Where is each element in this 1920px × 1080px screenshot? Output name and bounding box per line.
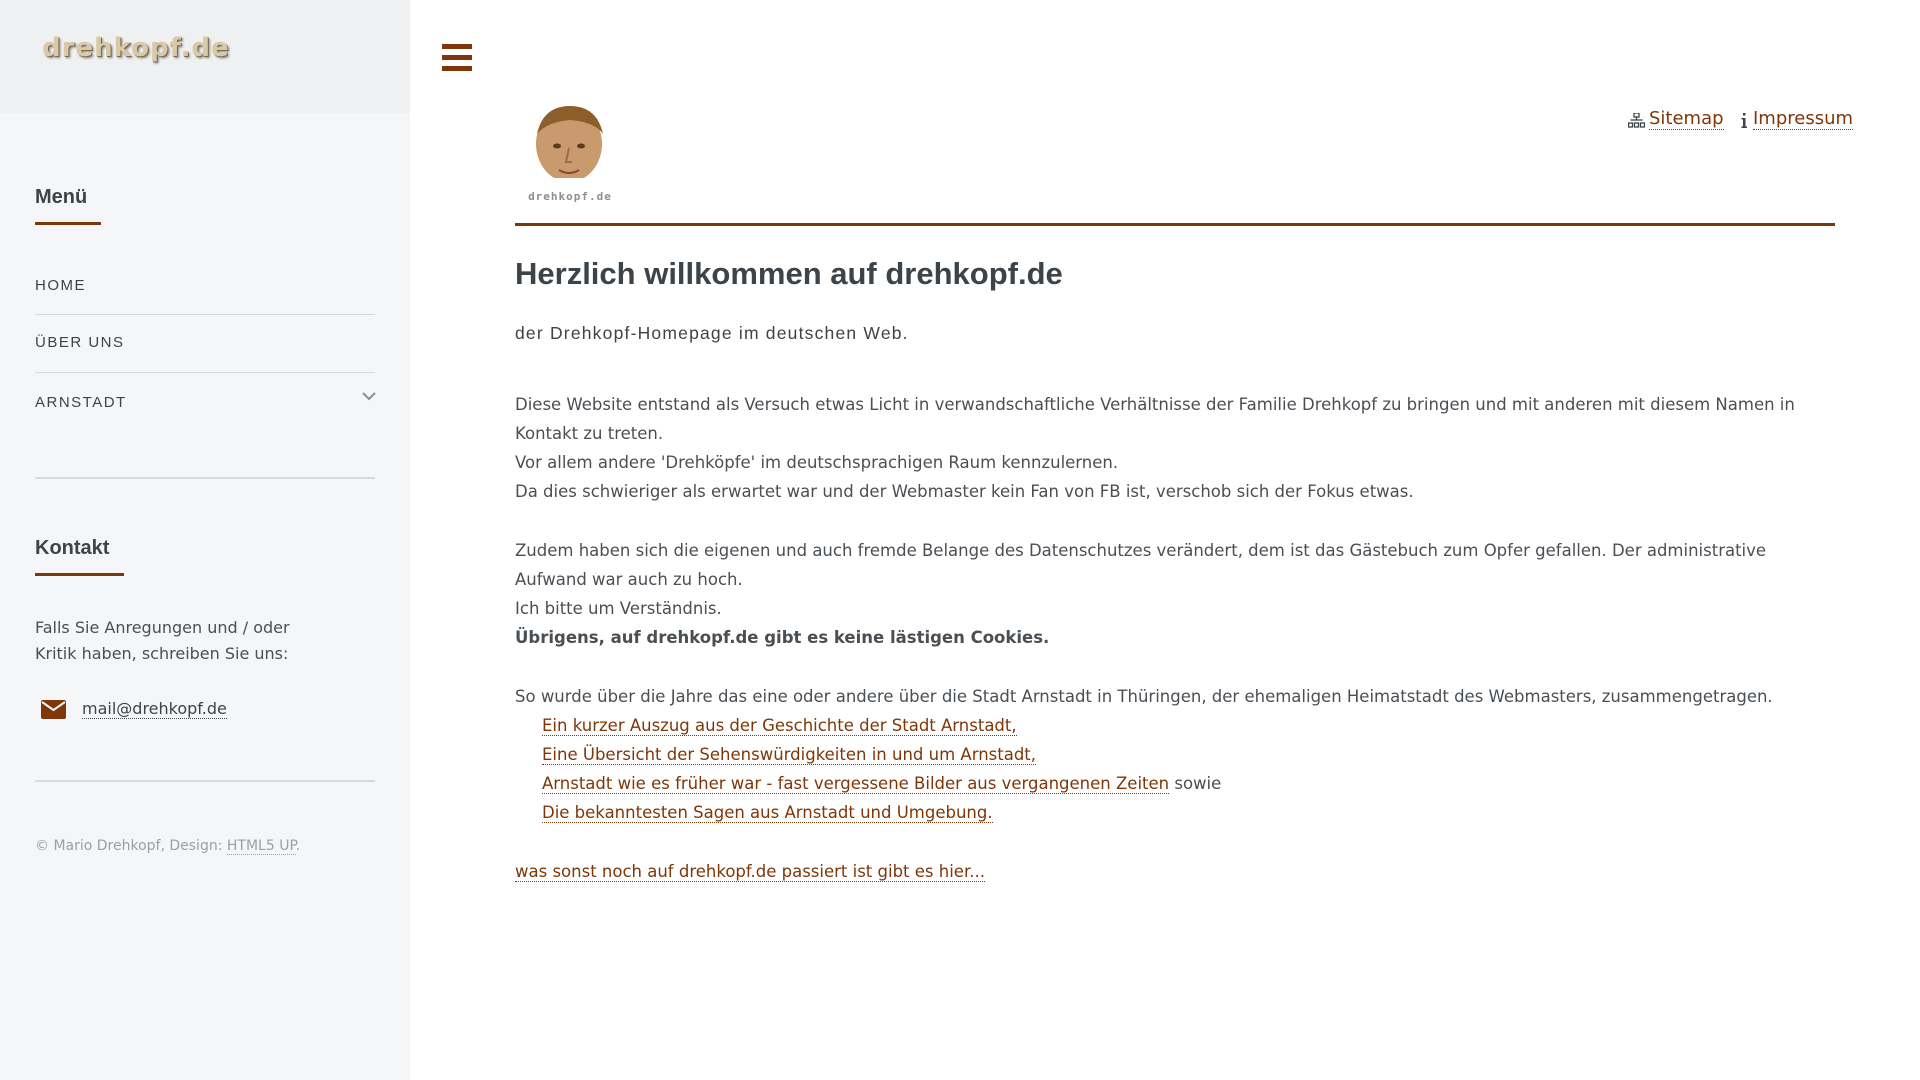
- nav-item-label: HOME: [35, 277, 86, 294]
- old-pictures-link[interactable]: Arnstadt wie es früher war - fast vergessene Bilder aus vergangenen Zeiten: [542, 774, 1170, 793]
- more-link[interactable]: was sonst noch auf drehkopf.de passiert ist gibt es hier...: [515, 862, 985, 881]
- privacy-paragraph: [515, 536, 1835, 652]
- header-divider: [515, 223, 1835, 226]
- main-content: [515, 390, 1835, 916]
- legends-link[interactable]: Die bekanntesten Sagen aus Arnstadt und Umgebung.: [542, 803, 993, 822]
- hamburger-line: [442, 66, 472, 71]
- sitemap-icon: [1628, 113, 1645, 128]
- intro-line: Diese Website entstand als Versuch etwas Licht in verwandschaftliche Verhältnisse der Familie Drehkopf zu bringen und mit anderen mit diesem Namen in Kontakt zu treten.: [515, 395, 1795, 443]
- avatar-image: [525, 104, 615, 194]
- arnstadt-paragraph: [515, 682, 1835, 827]
- sidebar-divider: [35, 477, 375, 479]
- intro-line: Vor allem andere 'Drehköpfe' im deutschsprachigen Raum kennzulernen.: [515, 453, 1119, 472]
- arnstadt-intro: So wurde über die Jahre das eine oder andere über die Stadt Arnstadt in Thüringen, der ehemaligen Heimatstadt des Webmasters, zusammengetragen.: [515, 687, 1773, 706]
- sitemap-link[interactable]: Sitemap: [1649, 108, 1724, 129]
- nav-item-label: ARNSTADT: [35, 394, 127, 411]
- cookie-notice: Übrigens, auf drehkopf.de gibt es keine lästigen Cookies.: [515, 628, 1050, 647]
- chevron-down-icon[interactable]: [362, 391, 376, 401]
- menu-heading-underline: [35, 222, 101, 225]
- impressum-link[interactable]: Impressum: [1753, 108, 1854, 129]
- link-suffix: sowie: [1169, 774, 1222, 793]
- page-subtitle: der Drehkopf-Homepage im deutschen Web.: [515, 323, 909, 343]
- hamburger-line: [442, 55, 472, 60]
- hamburger-menu-icon[interactable]: [442, 44, 472, 72]
- footer-suffix: .: [295, 838, 301, 854]
- avatar[interactable]: [525, 104, 615, 203]
- privacy-line: Zudem haben sich die eigenen und auch fremde Belange des Datenschutzes verändert, dem ist das Gästebuch zum Opfer gefallen. Der administrative Aufwand war auch zu hoch.: [515, 541, 1767, 589]
- site-logo[interactable]: drehkopf.de: [42, 33, 230, 63]
- hamburger-line: [442, 44, 472, 49]
- footer-design-link[interactable]: HTML5 UP: [226, 838, 296, 854]
- nav-item-label: ÜBER UNS: [35, 334, 125, 351]
- info-icon: [1740, 113, 1748, 129]
- menu-heading: [35, 186, 87, 209]
- nav-item-arnstadt[interactable]: [35, 373, 375, 430]
- history-link[interactable]: Ein kurzer Auszug aus der Geschichte der Stadt Arnstadt,: [542, 716, 1017, 735]
- footer-copyright: [35, 838, 300, 854]
- contact-heading: [35, 537, 109, 560]
- contact-text: Falls Sie Anregungen und / oder Kritik haben, schreiben Sie uns:: [35, 618, 290, 663]
- menu-heading-text: Menü: [35, 186, 88, 208]
- footer-prefix: © Mario Drehkopf, Design:: [35, 838, 227, 854]
- avatar-caption: drehkopf.de: [528, 190, 612, 203]
- more-paragraph: [515, 857, 1835, 886]
- intro-line: Da dies schwieriger als erwartet war und der Webmaster kein Fan von FB ist, verschob sich der Fokus etwas.: [515, 482, 1414, 501]
- privacy-line: Ich bitte um Verständnis.: [515, 599, 722, 618]
- sights-link[interactable]: Eine Übersicht der Sehenswürdigkeiten in und um Arnstadt,: [542, 745, 1037, 764]
- nav-item-home[interactable]: [35, 258, 375, 315]
- logo-bar: [0, 0, 410, 113]
- contact-heading-text: Kontakt: [35, 537, 110, 559]
- nav-item-ueber-uns[interactable]: [35, 315, 375, 372]
- intro-paragraph: [515, 390, 1835, 506]
- contact-heading-underline: [35, 573, 124, 576]
- contact-email-link[interactable]: mail@drehkopf.de: [82, 699, 227, 718]
- page-title: Herzlich willkommen auf drehkopf.de: [515, 256, 1063, 291]
- envelope-icon: [41, 700, 66, 719]
- sidebar: [0, 0, 410, 1080]
- sidebar-divider: [35, 780, 375, 782]
